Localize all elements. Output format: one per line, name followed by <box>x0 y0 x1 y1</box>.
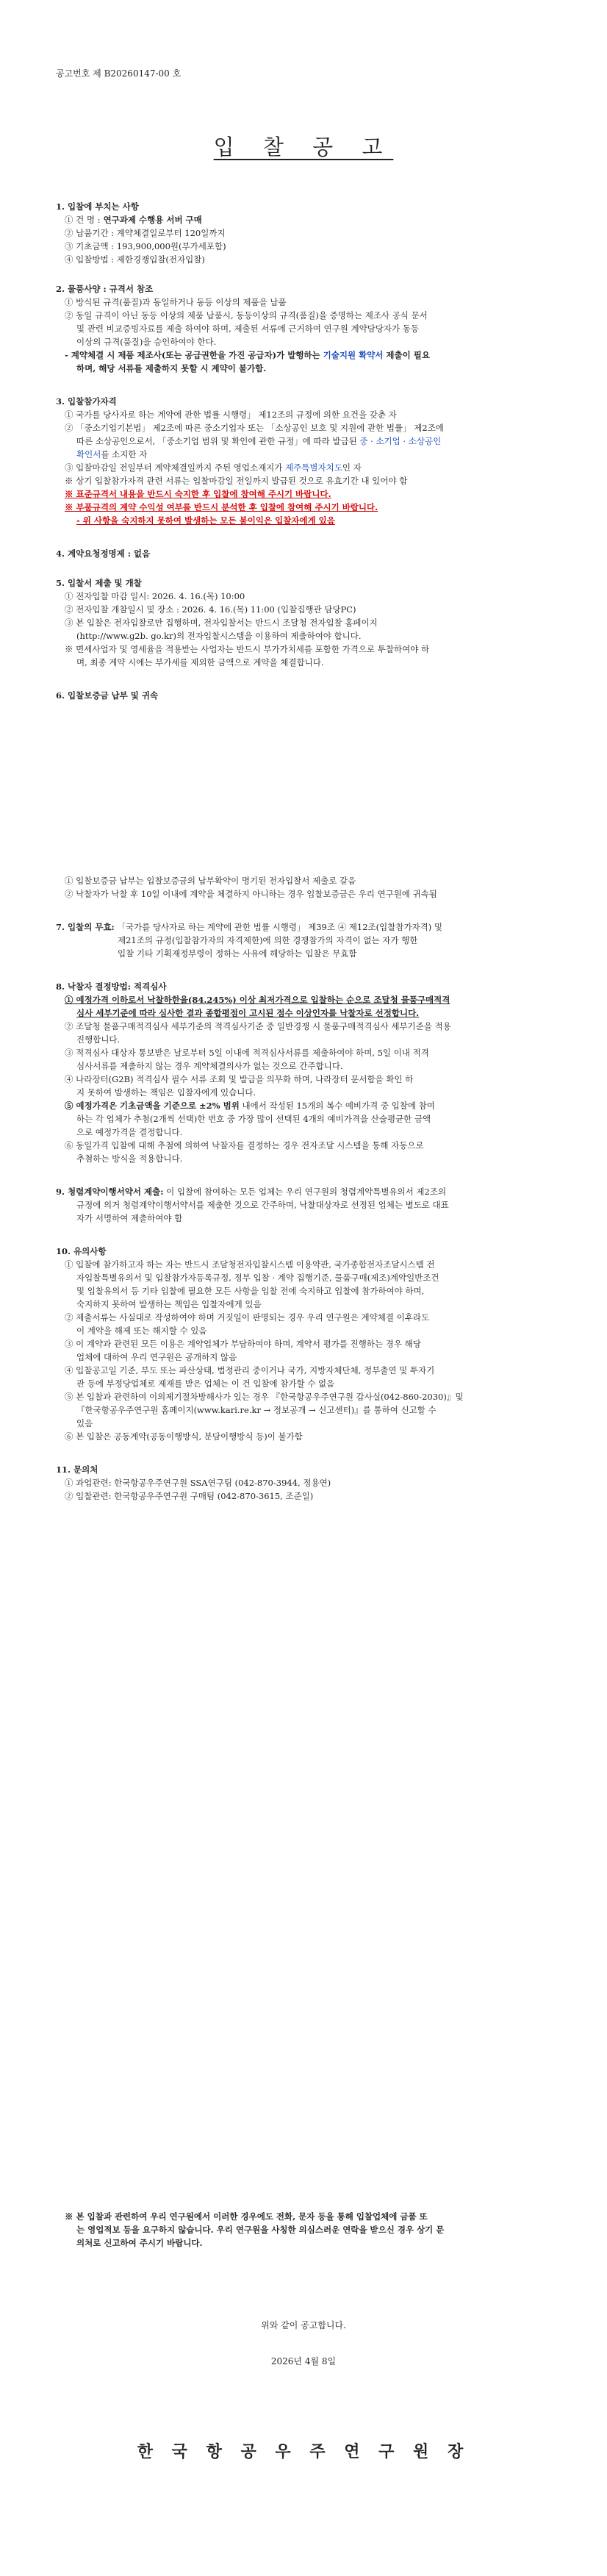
body-text-line: ③ 적격심사 대상자 통보받은 날로부터 5일 이내에 적격심사서류를 제출하여야 하며, 5일 이내 적격 <box>65 1048 429 1058</box>
highlighted-term: 중 · 소기업 · 소상공인 <box>359 436 442 446</box>
body-text-line: ① 입찰보증금 납부는 입찰보증금의 납부확약이 명기된 전자입찰서 제출로 갈음 <box>65 876 356 886</box>
section-text-bold: 의처로 신고하여 주시기 바랍니다. <box>76 2238 203 2248</box>
section-text-bold: - 위 사항을 숙지하지 못하여 발생하는 모든 불이익은 입찰자에게 있음 <box>76 515 335 526</box>
body-text-line: 제21조의 규정(입찰참가자의 자격제한)에 의한 경쟁참가의 자격이 없는 자가 행한 <box>118 935 418 945</box>
body-text-line: ② 납품기간 : 계약체결일로부터 120일까지 <box>65 228 226 238</box>
closing-date: 2026년 4월 8일 <box>270 2356 337 2366</box>
section-text-bold: 11. 문의처 <box>56 1464 98 1475</box>
body-text-line: ※ 상기 입찰참가자격 관련 서류는 입찰마감일 전일까지 발급된 것으로 유효기간 내 있어야 함 <box>65 476 408 486</box>
section-text-bold: 4. 계약요청정명제 : 없음 <box>56 548 151 559</box>
body-text-line: ④ 입찰방법 : 제한경쟁입찰(전자입찰) <box>65 254 205 265</box>
body-text-line: ④ 나라장터(G2B) 적격심사 필수 서류 조회 및 발급을 의무화 하며, 나라장터 문서함을 확인 하 <box>65 1074 414 1084</box>
body-text-line: 9. 청렴계약이행서약서 제출: 이 입찰에 참여하는 모든 업체는 우리 연구원의 청렴계약특별유의서 제2조의 <box>56 1187 447 1197</box>
body-text-line: 숙지하지 못하여 발생하는 책임은 입찰자에게 있음 <box>76 1299 262 1309</box>
bold-lead: 9. 청렴계약이행서약서 제출: <box>56 1187 164 1197</box>
notice-number: 공고번호 제 B20260147-00 호 <box>56 68 182 79</box>
body-text-line: ① 방식된 규격(품질)과 동일하거나 동등 이상의 제품을 납품 <box>65 297 287 307</box>
section-text-bold: ※ 부품규격의 계약 수익성 여부를 반드시 분석한 후 입찰에 참여해 주시기 바랍니다. <box>65 502 378 512</box>
body-text-line: 진행합니다. <box>76 1034 121 1045</box>
body-text-line: ③ 본 입찰은 전자입찰로만 집행하며, 전자입찰서는 반드시 조달청 전자입찰 홈페이지 <box>65 618 378 628</box>
body-text-line: ④ 입찰공고일 기준, 부도 또는 파산상태, 법정관리 중이거나 국가, 지방자체단체, 정부출연 및 투자기 <box>65 1365 435 1375</box>
body-text-line: 이상의 규격(품질)을 승인하여야 한다. <box>76 337 217 347</box>
body-text-line: ③ 기초금액 : 193,900,000원(부가세포함) <box>65 241 226 251</box>
body-text-line: 7. 입찰의 무효: 「국가를 당사자로 하는 계약에 관한 법률 시행령」 제39조 ④ 제12조(입찰참가자격) 및 <box>56 922 443 932</box>
issuer-signature: 한 국 항 공 우 주 연 구 원 장 <box>137 2442 470 2461</box>
section-text-bold: ① 예정가격 이하로서 낙찰하한율(84.245%) 이상 최저가격으로 입찰하는 순으로 조달청 물품구매적격 <box>65 995 450 1005</box>
section-text-bold: 는 영업적보 등을 요구하지 않습니다. 우리 연구원을 사칭한 의심스러운 연락을 받으신 경우 상기 문 <box>76 2225 445 2235</box>
body-text-line: 확인서를 소지한 자 <box>76 449 148 459</box>
section-text-bold: 6. 입찰보증금 납부 및 귀속 <box>56 690 159 701</box>
section-text-bold: - 계약체결 시 제품 제조사(또는 공급권한을 가진 공급자)가 발행하는 기술지원 확약서 제출이 필요 <box>65 350 430 360</box>
section-text-bold: 3. 입찰참가자격 <box>56 396 117 407</box>
body-text-line: ② 제출서류는 사실대로 작성하여야 하며 거짓일이 판명되는 경우 우리 연구원은 계약체결 이후라도 <box>65 1312 430 1323</box>
body-text-line: ② 조달청 물품구매적격심사 세부기준의 적격심사기준 중 일반경쟁 시 물품구매적격심사 세부기준을 적용 <box>65 1021 451 1031</box>
body-text-line: 며, 최종 계약 시에는 부가세를 제외한 금액으로 계약을 체결합니다. <box>76 657 324 668</box>
highlighted-term: 제주특별자치도 <box>285 462 342 473</box>
bold-value: 연구과제 수행용 서버 구매 <box>100 215 202 225</box>
highlighted-term: 기술지원 확약서 <box>323 350 384 360</box>
section-text-bold: 하며, 해당 서류를 제출하지 못할 시 계약이 불가함. <box>76 363 267 373</box>
body-text-line: ⑥ 동일가격 입찰에 대해 추첨에 의하여 낙찰자를 결정하는 경우 전자조달 시스템을 통해 자동으로 <box>65 1140 424 1151</box>
body-text-line: 하는 각 업체가 추첨(2개씩 선택)한 번호 중 가장 많이 선택된 4개의 예비가격을 산술평균한 금액 <box>76 1114 431 1124</box>
body-text-line: ② 입찰관련: 한국항공우주연구원 구매팀 (042-870-3615, 조준일) <box>65 1491 314 1501</box>
body-text-line: ※ 면세사업자 및 영세율을 적용받는 사업자는 반드시 부가가치세를 포함한 가격으로 투찰하여야 하 <box>65 644 430 654</box>
section-text-bold: 심사 세부기준에 따라 심사한 결과 종합평점이 고시된 점수 이상인자를 낙찰자로 선정합니다. <box>76 1008 420 1018</box>
body-text-line: 입찰 기타 기획재정부령이 정하는 사유에 해당하는 입찰은 무효함 <box>118 948 357 959</box>
body-text-line: ② 낙찰자가 낙찰 후 10일 이내에 계약을 체결하지 아니하는 경우 입찰보증금은 우리 연구원에 귀속됨 <box>65 889 437 899</box>
body-text-line: ② 동일 규격이 아닌 동등 이상의 제품 납품시, 동등이상의 규격(품질)을 증명하는 제조사 공식 문서 <box>65 310 428 321</box>
body-text-line: ⑥ 본 입찰은 공동계약(공동이행방식, 분담이행방식 등)이 불가함 <box>65 1431 303 1442</box>
page-title-text: 입 찰 공 고 <box>213 135 394 160</box>
body-text-line: 심사서류를 제출하지 않는 경우 계약체결의사가 없는 것으로 간주합니다. <box>76 1061 343 1071</box>
body-text-line: 이 계약을 해제 또는 해지할 수 있음 <box>76 1325 207 1336</box>
body-text-line: ② 「중소기업기본법」 제2조에 따른 중소기업자 또는 「소상공인 보호 및 지원에 관한 법률」 제2조에 <box>65 423 444 433</box>
body-text-line: 『한국항공우주연구원 홈페이지(www.kari.re.kr → 정보공개 → 신고센터)』를 통하여 신고할 수 <box>76 1405 437 1415</box>
body-text-line: 업체에 대하여 우리 연구원은 공개하지 않음 <box>76 1352 237 1362</box>
body-text-line: ③ 이 계약과 관련된 모든 이용은 계약업체가 부담하여야 하며, 계약서 평가를 진행하는 경우 해당 <box>65 1339 421 1349</box>
section-text-bold: 2. 물품사양 : 규격서 참조 <box>56 284 154 294</box>
bold-lead: ⑤ 예정가격은 기초금액을 기준으로 ±2% 범위 <box>65 1101 240 1111</box>
body-text-line: ① 전자입찰 마감 일시: 2026. 4. 16.(목) 10:00 <box>65 591 245 601</box>
section-text-bold: 8. 낙찰자 결정방법: 적격심사 <box>56 981 167 992</box>
body-text-line: ② 전자입찰 개찰일시 및 장소 : 2026. 4. 16.(목) 11:00 (입찰집행관 담당PC) <box>65 604 356 615</box>
body-text-line: 추첨하는 방식을 적용합니다. <box>76 1153 183 1164</box>
highlighted-term: 확인서 <box>76 449 101 459</box>
body-text-line: 자가 서명하여 제출하여야 함 <box>76 1213 183 1223</box>
body-text-line: ⑤ 본 입찰과 관련하여 이의제기절차방해사가 있는 경우 『한국항공우주연구원 갑사실(042-860-2030)』및 <box>65 1392 464 1402</box>
body-text-line: 규정에 의거 청렴계약이행서약서를 제출한 것으로 간주하며, 낙찰대상자로 선정된 업체는 별도로 대표 <box>76 1200 449 1210</box>
body-text-line: 지 못하여 발생하는 책임은 입찰자에게 있습니다. <box>76 1087 256 1098</box>
section-text-bold: 5. 입찰서 제출 및 개찰 <box>56 578 142 588</box>
body-text-line: (http://www.g2b. go.kr)의 전자입찰시스템을 이용하여 제출하여야 합니다. <box>76 631 362 641</box>
body-text-line: ① 과업관련: 한국항공우주연구원 SSA연구팀 (042-870-3944, 정용연) <box>65 1478 331 1488</box>
body-text-line: ① 건 명 : 연구과제 수행용 서버 구매 <box>65 215 202 225</box>
body-text-line: 자입찰특별유의서 및 입찰참가자등록규정, 정부 입찰 · 계약 집행기준, 물품구매(제조)계약일반조건 <box>76 1273 439 1283</box>
body-text-line: ③ 입찰마감일 전일부터 계약체결일까지 주된 영업소재지가 제주특별자치도인 자 <box>65 462 362 473</box>
body-text-line: ⑤ 예정가격은 기초금액을 기준으로 ±2% 범위 내에서 작성된 15개의 복수 예비가격 중 입찰에 참여 <box>65 1101 435 1111</box>
body-text-line: 및 입찰유의서 등 기타 입찰에 필요한 모든 사항을 입찰 전에 숙지하고 입찰에 참가하여야 하며, <box>76 1286 425 1296</box>
section-text-bold: 10. 유의사항 <box>56 1246 107 1256</box>
bold-lead: 7. 입찰의 무효: <box>56 922 115 932</box>
page-title <box>0 131 607 161</box>
body-text-line: ① 입찰에 참가하고자 하는 자는 반드시 조달청전자입찰시스템 이용약관, 국가종합전자조달시스템 전 <box>65 1259 435 1270</box>
section-text-bold: 1. 입찰에 부치는 사항 <box>56 201 139 212</box>
closing-statement: 위와 같이 공고합니다. <box>261 2320 346 2330</box>
body-text-line: 있음 <box>76 1418 93 1428</box>
body-text-line: 따른 소상공인으로서, 「중소기업 범위 및 확인에 관한 규정」에 따라 발급된 중 · 소기업 · 소상공인 <box>76 436 442 446</box>
body-text-line: 관 등에 부정당업체로 제재를 받은 업체는 이 건 입찰에 참가할 수 없음 <box>76 1378 335 1389</box>
section-text-bold: ※ 표준규격서 내용을 반드시 숙지한 후 입찰에 참여해 주시기 바랍니다. <box>65 489 331 499</box>
body-text-line: ① 국가를 당사자로 하는 계약에 관한 법률 시행령」 제12조의 규정에 의한 요건을 갖춘 자 <box>65 409 397 420</box>
section-text-bold: ※ 본 입찰과 관련하여 우리 연구원에서 이러한 경우에도 전화, 문자 등을 통해 입찰업체에 금품 또 <box>65 2211 428 2222</box>
body-text-line: 및 관련 비교증빙자료를 제출 하여야 하며, 제출된 서류에 근거하여 연구원 계약담당자가 동등 <box>76 323 420 334</box>
body-text-line: 으로 예정가격을 결정합니다. <box>76 1127 183 1137</box>
